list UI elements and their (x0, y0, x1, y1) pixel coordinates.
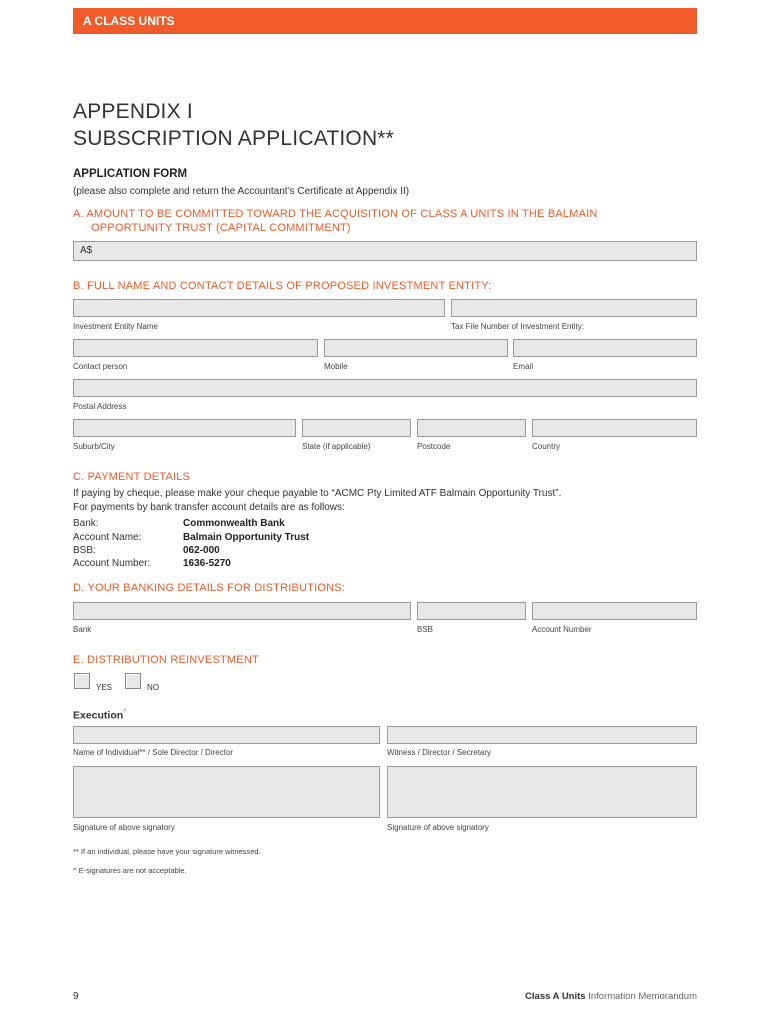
country-field[interactable] (532, 419, 697, 437)
section-b-heading: B. FULL NAME AND CONTACT DETAILS OF PROPOSED INVESTMENT ENTITY: (73, 280, 492, 292)
distribution-bsb-field[interactable] (417, 602, 526, 620)
postcode-field[interactable] (417, 419, 526, 437)
tax-file-number-label: Tax File Number of Investment Entity: (451, 322, 584, 331)
section-a-heading-line1: A. AMOUNT TO BE COMMITTED TOWARD THE ACQUISITION OF CLASS A UNITS IN THE BALMAIN (73, 208, 598, 220)
country-label: Country (532, 442, 561, 451)
postcode-label: Postcode (417, 442, 451, 451)
payment-transfer-text: For payments by bank transfer account details are as follows: (73, 502, 345, 513)
execution-mark: ^ (123, 709, 127, 716)
witness-name-field[interactable] (387, 726, 697, 744)
state-label: State (if applicable) (302, 442, 371, 451)
witness-signature-label: Signature of above signatory (387, 823, 489, 832)
page-title-line2: SUBSCRIPTION APPLICATION** (73, 127, 395, 150)
footnote-individual: ** If an individual, please have your signature witnessed. (73, 847, 261, 856)
investment-entity-name-label: Investment Entity Name (73, 322, 158, 331)
payment-cheque-text: If paying by cheque, please make your cheque payable to “ACMC Pty Limited ATF Balmain Opportunity Trust”. (73, 488, 562, 499)
account-number-key: Account Number: (73, 558, 151, 569)
postal-address-field[interactable] (73, 379, 697, 397)
signatory-name-field[interactable] (73, 726, 380, 744)
page-number: 9 (73, 991, 79, 1002)
investment-entity-name-field[interactable] (73, 299, 445, 317)
account-name-key: Account Name: (73, 532, 142, 543)
email-field[interactable] (513, 339, 697, 357)
mobile-label: Mobile (324, 362, 348, 371)
footnote-esignature: ^ E-signatures are not acceptable. (73, 866, 187, 875)
tax-file-number-field[interactable] (451, 299, 697, 317)
mobile-field[interactable] (324, 339, 508, 357)
section-a-heading-line2: OPPORTUNITY TRUST (CAPITAL COMMITMENT) (91, 222, 351, 234)
witness-name-label: Witness / Director / Secretary (387, 748, 492, 757)
section-e-heading: E. DISTRIBUTION REINVESTMENT (73, 654, 259, 666)
state-field[interactable] (302, 419, 411, 437)
section-d-heading: D. YOUR BANKING DETAILS FOR DISTRIBUTIONS: (73, 582, 346, 594)
page-title-line1: APPENDIX I (73, 100, 193, 123)
bank-value: Commonwealth Bank (183, 518, 285, 529)
footer-doc-bold: Class A Units (525, 991, 586, 1002)
bsb-value: 062-000 (183, 545, 220, 556)
contact-person-field[interactable] (73, 339, 318, 357)
form-heading: APPLICATION FORM (73, 168, 188, 180)
signatory-signature-label: Signature of above signatory (73, 823, 175, 832)
section-c-heading: C. PAYMENT DETAILS (73, 471, 191, 483)
footer-doc-rest: Information Memorandum (585, 991, 697, 1002)
suburb-field[interactable] (73, 419, 296, 437)
signatory-name-label: Name of Individual** / Sole Director / Director (73, 748, 234, 757)
witness-signature-field[interactable] (387, 766, 697, 818)
distribution-account-number-label: Account Number (532, 625, 592, 634)
account-number-value: 1636-5270 (183, 558, 231, 569)
email-label: Email (513, 362, 534, 371)
reinvestment-yes-checkbox[interactable] (74, 673, 90, 689)
document-footer (525, 991, 697, 1002)
account-name-value: Balmain Opportunity Trust (183, 532, 310, 543)
capital-commitment-field[interactable] (73, 241, 697, 261)
distribution-bank-field[interactable] (73, 602, 411, 620)
contact-person-label: Contact person (73, 362, 128, 371)
execution-title: Execution (73, 709, 124, 722)
distribution-bank-label: Bank (73, 625, 92, 634)
reinvestment-yes-label: YES (96, 683, 113, 692)
postal-address-label: Postal Address (73, 402, 127, 411)
reinvestment-no-checkbox[interactable] (125, 673, 141, 689)
signatory-signature-field[interactable] (73, 766, 380, 818)
form-note: (please also complete and return the Accountant’s Certificate at Appendix II) (73, 186, 410, 197)
execution-heading (73, 709, 126, 722)
suburb-label: Suburb/City (73, 442, 115, 451)
distribution-bsb-label: BSB (417, 625, 434, 634)
reinvestment-no-label: NO (147, 683, 159, 692)
currency-prefix: A$ (80, 245, 93, 256)
distribution-account-number-field[interactable] (532, 602, 697, 620)
bank-key: Bank: (73, 518, 99, 529)
bsb-key: BSB: (73, 545, 96, 556)
section-banner: A CLASS UNITS (73, 8, 697, 34)
